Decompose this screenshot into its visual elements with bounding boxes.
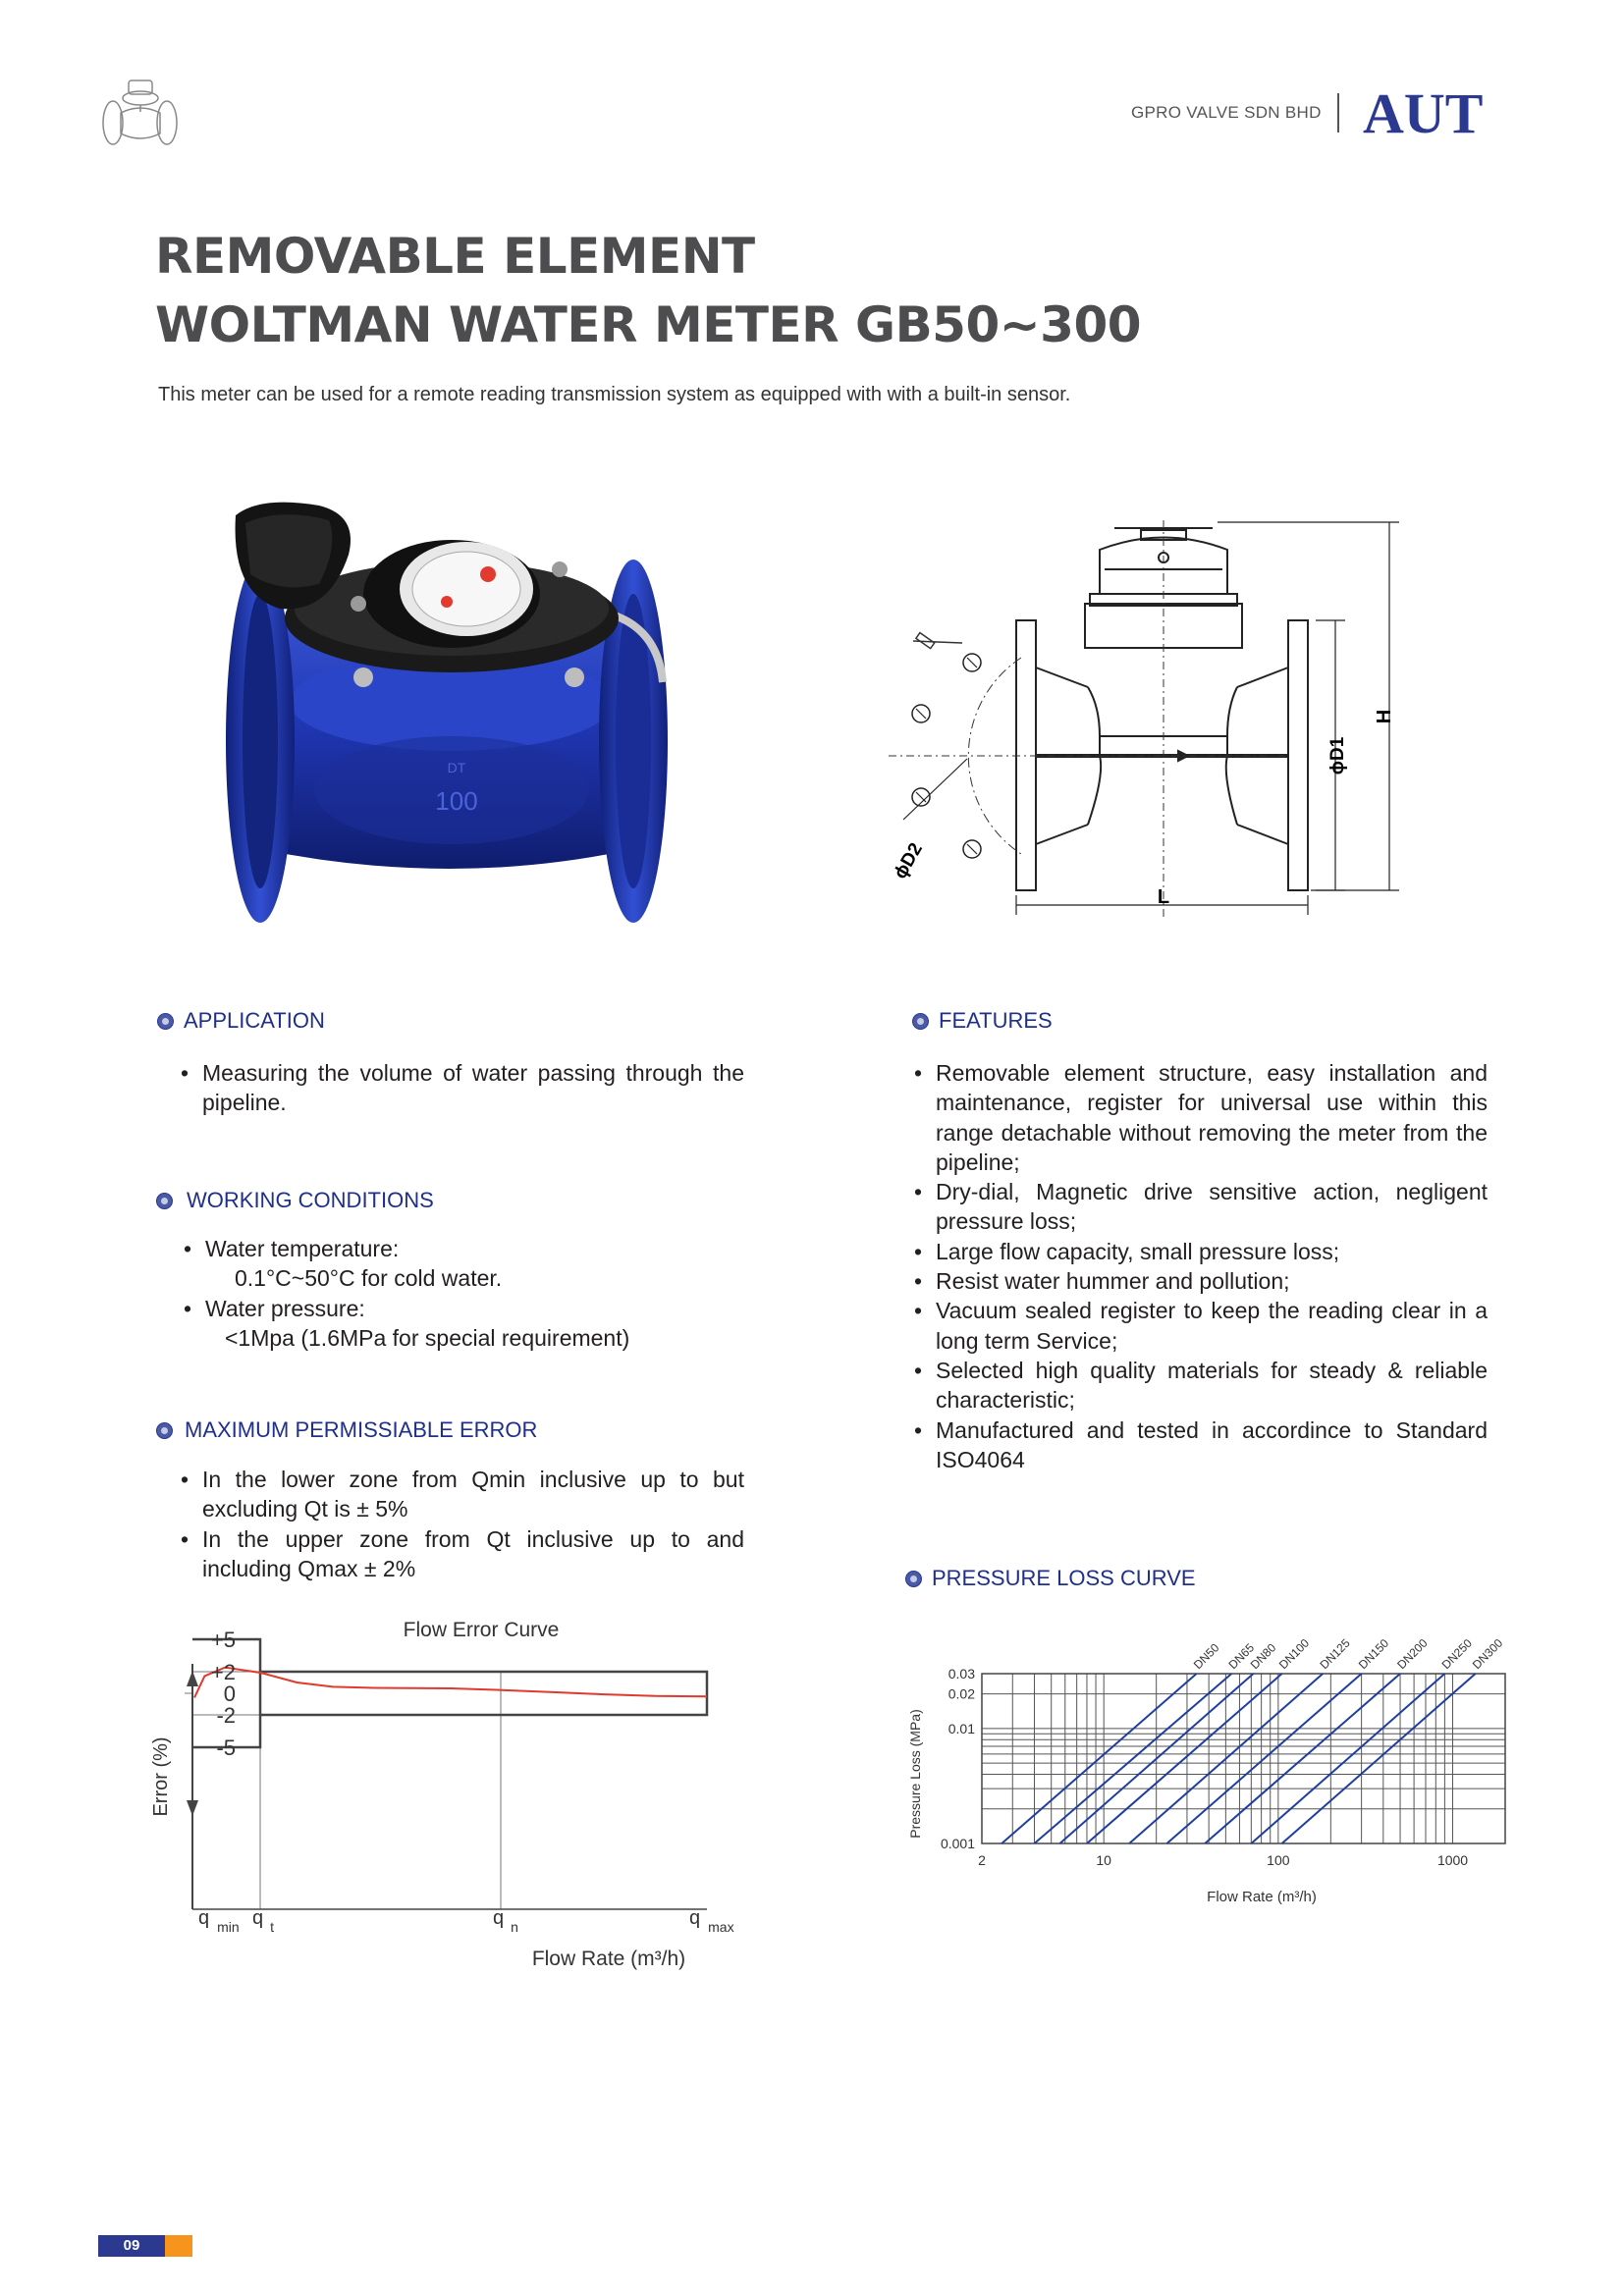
y-tick-label: 0.001 [940,1836,975,1851]
series-label: DN125 [1317,1635,1353,1673]
dim-d2-label: ϕD2 [890,839,927,883]
pressure-label: • Water pressure: [184,1294,773,1323]
series-label: DN100 [1275,1635,1313,1673]
series-label: DN300 [1469,1635,1506,1673]
pressure-loss-heading [905,1566,1196,1591]
list-item: • Large flow capacity, small pressure loss; [914,1237,1488,1266]
working-conditions-heading-text: WORKING CONDITIONS [187,1188,434,1212]
plot-frame [982,1674,1505,1843]
series-label: DN65 [1225,1640,1258,1673]
y-tick-label: -2 [216,1703,236,1728]
y-tick-label: 0 [223,1682,236,1706]
page-subtitle: This meter can be used for a remote reading transmission system as equipped with with a built-in sensor. [158,384,1071,405]
pressure-loss-heading-text: PRESSURE LOSS CURVE [932,1566,1196,1590]
max-error-list [181,1465,744,1583]
section-bullet-icon [156,1422,173,1439]
temperature-value: 0.1°C~50°C for cold water. [235,1265,503,1292]
list-item: • Vacuum sealed register to keep the reading clear in a long term Service; [914,1296,1488,1356]
x-axis-label: Flow Rate (m³/h) [531,1948,686,1970]
x-axis-label: Flow Rate (m³/h) [1207,1889,1317,1905]
x-tick-label: 1000 [1436,1852,1469,1868]
page-number-accent [165,2235,192,2257]
series-label: DN250 [1438,1635,1475,1673]
axis-arrow-up-icon [187,1671,198,1686]
x-tick-label: q $_t$ [252,1907,275,1935]
x-tick-label: q $_{max}$ [689,1907,734,1935]
list-item: • Manufactured and tested in accordince to Standard ISO4064 [914,1415,1488,1475]
features-heading-text: FEATURES [939,1008,1053,1033]
series-line-dn200 [1205,1674,1400,1843]
working-conditions-heading [156,1188,434,1213]
series-line-dn250 [1251,1674,1444,1843]
brand-logo: AUT [1363,81,1484,145]
max-error-heading-text: MAXIMUM PERMISSIABLE ERROR [185,1417,538,1442]
body-casting-number: 100 [435,786,478,816]
page-title-line-1: REMOVABLE ELEMENT [155,228,755,285]
list-item: • In the lower zone from Qmin inclusive up to but excluding Qt is ± 5% [181,1465,744,1524]
dim-d1-label: ϕD1 [1327,736,1348,775]
series-label: DN150 [1355,1635,1392,1673]
dim-length-label: L [1157,886,1170,908]
x-tick-label: q $_{min}$ [198,1907,240,1935]
body-casting-mark: DT [447,760,466,775]
working-conditions-list [184,1234,773,1353]
dimension-drawing [864,510,1414,933]
dim-height-label: H [1374,709,1395,724]
y-tick-label: 0.01 [947,1720,975,1736]
meter-logo-icon [93,69,187,157]
x-tick-label: 100 [1267,1852,1290,1868]
page-title-line-2: WOLTMAN WATER METER GB50~300 [155,296,1142,353]
temperature-label: • Water temperature: [184,1234,773,1263]
series-label: DN80 [1247,1640,1279,1673]
y-tick-label: +5 [210,1628,236,1652]
x-tick-label: q $_n$ [493,1907,518,1935]
chart-title: Flow Error Curve [403,1619,560,1641]
product-photo [221,496,682,928]
flow-error-chart [137,1610,766,1983]
page-number: 09 [98,2235,165,2257]
x-tick-label: 2 [978,1852,986,1868]
application-list [181,1058,744,1118]
features-list [914,1058,1488,1474]
series-label: DN200 [1394,1635,1431,1673]
y-tick-label: 0.02 [947,1685,975,1702]
section-bullet-icon [905,1571,922,1587]
series-line-dn100 [1087,1674,1282,1843]
section-bullet-icon [156,1193,173,1209]
limit-box-upper-zone [260,1672,707,1715]
application-heading-text: APPLICATION [184,1008,325,1033]
y-axis-label: Pressure Loss (MPa) [907,1709,923,1839]
header-divider [1337,93,1339,133]
list-item: • Measuring the volume of water passing through the pipeline. [181,1058,744,1118]
section-bullet-icon [157,1013,174,1030]
y-tick-label: -5 [216,1735,236,1760]
list-item: • Selected high quality materials for steady & reliable characteristic; [914,1356,1488,1415]
application-heading [157,1008,325,1034]
list-item: • In the upper zone from Qt inclusive up to and including Qmax ± 2% [181,1524,744,1584]
list-item: • Removable element structure, easy installation and maintenance, register for universal use within this range detachable without removing the meter from the pipeline; [914,1058,1488,1177]
max-error-heading [156,1417,537,1443]
series-line-dn150 [1166,1674,1361,1843]
series-label: DN50 [1190,1640,1222,1673]
section-bullet-icon [912,1013,929,1030]
pressure-loss-chart [898,1629,1527,1924]
company-name: GPRO VALVE SDN BHD [1131,103,1322,122]
list-item: • Dry-dial, Magnetic drive sensitive action, negligent pressure loss; [914,1177,1488,1237]
features-heading [912,1008,1053,1034]
series-line-dn65 [1034,1674,1231,1843]
series-line-dn300 [1282,1674,1476,1843]
y-tick-label: +2 [210,1660,236,1684]
y-axis-label: Error (%) [150,1736,172,1817]
x-tick-label: 10 [1096,1852,1111,1868]
y-tick-label: 0.03 [947,1666,975,1682]
list-item: • Resist water hummer and pollution; [914,1266,1488,1296]
axis-arrow-down-icon [187,1800,198,1816]
series-line-dn50 [1001,1674,1196,1843]
pressure-value: <1Mpa (1.6MPa for special requirement) [225,1324,630,1351]
